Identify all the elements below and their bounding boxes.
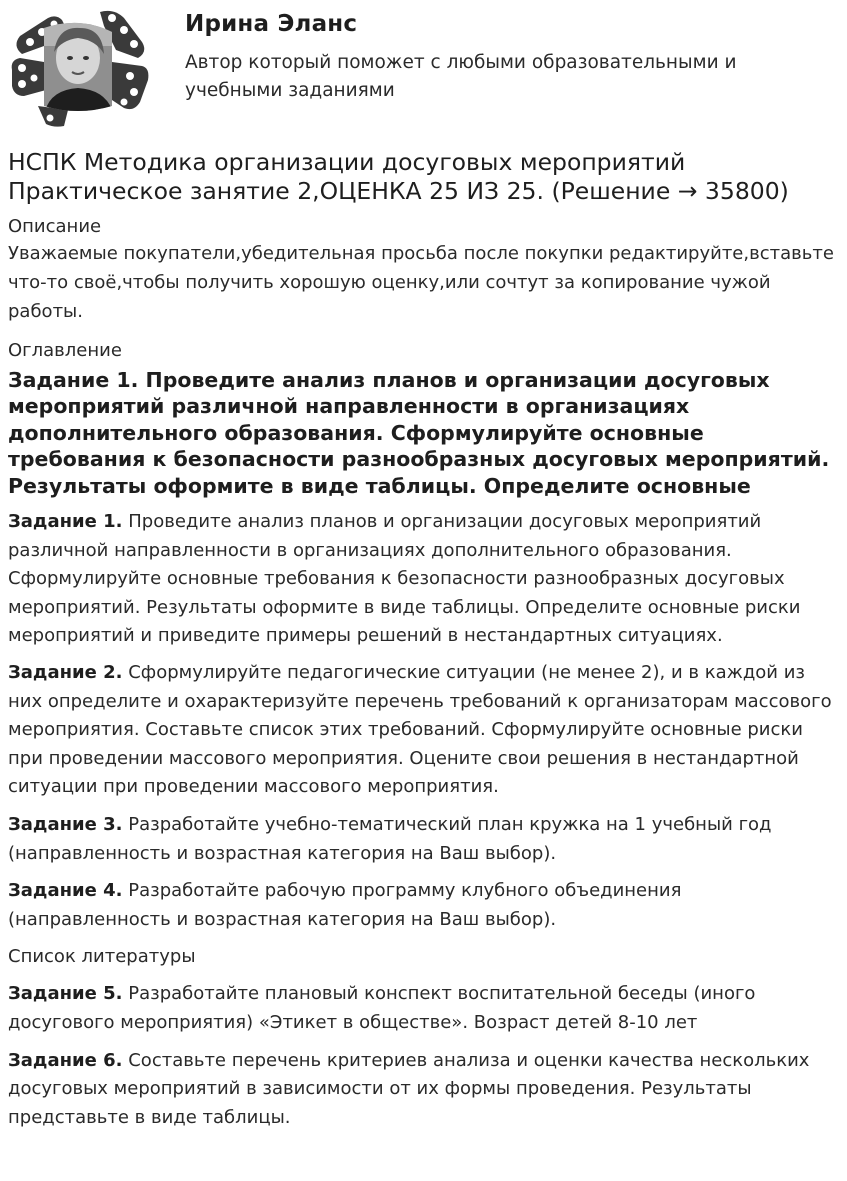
task-3 [8, 811, 840, 868]
task-1 [8, 508, 840, 651]
task-4-text: Разработайте рабочую программу клубного объединения (направленность и возрастная категория на Ваш выбор). [8, 880, 682, 930]
task-6-label: Задание 6. [8, 1049, 123, 1071]
description-text: Уважаемые покупатели,убедительная просьба после покупки редактируйте,вставьте что-то своё,чтобы получить хорошую оценку,или сочтут за копирование чужой работы. [8, 243, 834, 322]
task-6-text: Составьте перечень критериев анализа и оценки качества нескольких досуговых мероприятий в зависимости от их формы проведения. Результаты представьте в виде таблицы. [8, 1049, 810, 1128]
document-title [8, 148, 840, 206]
task-3-text: Разработайте учебно-тематический план кружка на 1 учебный год (направленность и возрастная категория на Ваш выбор). [8, 813, 772, 864]
author-avatar-icon[interactable] [8, 6, 150, 128]
task-2-label: Задание 2. [8, 662, 123, 683]
document-title-line2: Практическое занятие 2,ОЦЕНКА 25 ИЗ 25. (Решение → 35800) [8, 177, 789, 205]
task-1-text: Проведите анализ планов и организации досуговых мероприятий различной направленности в организациях дополнительного образования. Сформулируйте основные требования к безопасности разнообразных досуговых мероприятий. Результаты оформите в виде таблицы. Определите основные риски мероприятий и приведите примеры решений в нестандартных ситуациях. [8, 511, 801, 647]
task-2 [8, 659, 840, 802]
task-6 [8, 1047, 840, 1133]
document-content [8, 148, 840, 1132]
task-4-label: Задание 4. [8, 880, 123, 902]
task-2-text: Сформулируйте педагогические ситуации (не менее 2), и в каждой из них определите и охарактеризуйте перечень требований к организаторам массового мероприятия. Составьте список этих требований. Сформулируйте основные риски при проведении массового мероприятия. Оцените свои решения в нестандартной ситуации при проведении массового мероприятия. [8, 662, 832, 798]
document-title-line1: НСПК Методика организации досуговых мероприятий [8, 148, 686, 176]
task-1-label: Задание 1. [8, 511, 123, 533]
task-5 [8, 980, 840, 1037]
toc-label: Оглавление [8, 340, 122, 361]
literature-label: Список литературы [8, 946, 196, 968]
task-4 [8, 877, 840, 934]
description-label: Описание [8, 216, 102, 237]
toc-heading: Задание 1. Проведите анализ планов и организации досуговых мероприятий различной направленности в организациях дополнительного образования. Сформулируйте основные требования к безопасности разнообразных досуговых мероприятий. Результаты оформите в виде таблицы. Определите основные [8, 368, 830, 498]
task-5-text: Разработайте плановый конспект воспитательной беседы (иного досугового мероприятия) «Этикет в обществе». Возраст детей 8-10 лет [8, 983, 756, 1033]
task-5-label: Задание 5. [8, 983, 123, 1005]
author-block [0, 0, 847, 140]
task-3-label: Задание 3. [8, 813, 123, 835]
author-name[interactable]: Ирина Эланс [185, 11, 358, 37]
author-description: Автор который поможет с любыми образовательными и учебными заданиями [185, 52, 737, 101]
